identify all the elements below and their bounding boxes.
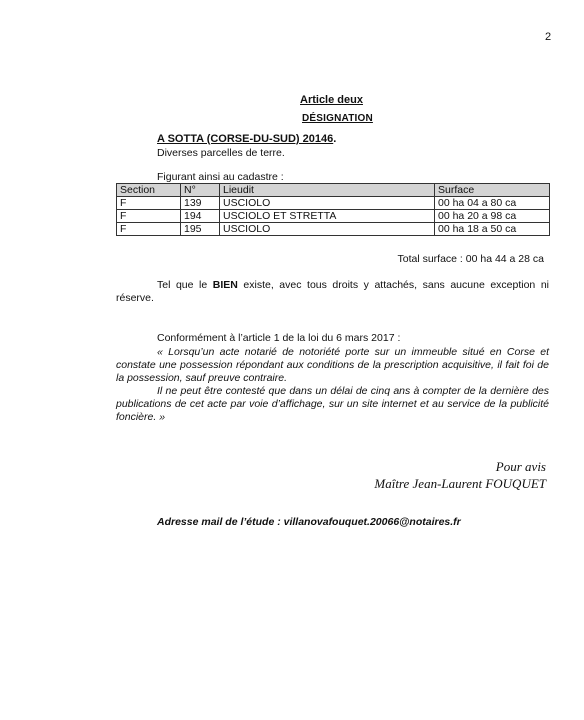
cell-surface: 00 ha 18 a 50 ca — [435, 223, 550, 236]
cadastre-intro: Figurant ainsi au cadastre : — [157, 171, 284, 183]
cell-section: F — [117, 210, 181, 223]
cell-section: F — [117, 223, 181, 236]
conforme-line: Conformément à l’article 1 de la loi du 6 mars 2017 : — [157, 332, 401, 344]
table-row — [117, 223, 550, 236]
table-header-row — [117, 184, 550, 197]
quote-paragraph-2: Il ne peut être contesté que dans un délai de cinq ans à compter de la dernière des publications de cet acte par voie d’affichage, sur un site internet et au service de la publicité foncière. » — [116, 385, 549, 423]
cell-section: F — [117, 197, 181, 210]
pour-avis: Pour avis — [495, 459, 546, 474]
designation-heading: DÉSIGNATION — [302, 113, 373, 124]
header-number: N° — [181, 184, 220, 197]
parcels-description: Diverses parcelles de terre. — [157, 147, 285, 159]
bien-bold: BIEN — [212, 279, 238, 291]
article-title: Article deux — [300, 94, 363, 106]
header-section: Section — [117, 184, 181, 197]
cell-number: 194 — [181, 210, 220, 223]
cadastre-table — [116, 183, 550, 236]
page-number: 2 — [545, 31, 552, 43]
location-line — [157, 133, 336, 145]
tel-que-paragraph — [116, 279, 549, 305]
quote-paragraph-1: « Lorsqu’un acte notarié de notoriété porte sur un immeuble situé en Corse et constate une possession répondant aux conditions de la prescription acquisitive, il fait foi de la possession, sauf preuve contraire. — [116, 346, 549, 384]
cell-lieudit: USCIOLO — [220, 197, 435, 210]
header-lieudit: Lieudit — [220, 184, 435, 197]
cell-lieudit: USCIOLO — [220, 223, 435, 236]
office-email: Adresse mail de l’étude : villanovafouquet.20066@notaires.fr — [157, 516, 461, 528]
table-row — [117, 197, 550, 210]
legal-quote — [116, 346, 549, 424]
total-surface: Total surface : 00 ha 44 a 28 ca — [397, 253, 544, 265]
signatory-name: Maître Jean-Laurent FOUQUET — [374, 476, 546, 491]
tel-que-before: Tel que le — [157, 279, 213, 291]
header-surface: Surface — [435, 184, 550, 197]
cell-surface: 00 ha 20 a 98 ca — [435, 210, 550, 223]
location-suffix: . — [333, 133, 337, 145]
location-text: A SOTTA (CORSE-DU-SUD) 20146 — [157, 133, 334, 145]
cell-surface: 00 ha 04 a 80 ca — [435, 197, 550, 210]
cell-number: 139 — [181, 197, 220, 210]
tel-que-after: existe, avec tous droits y attachés, sans aucune exception ni réserve. — [116, 279, 549, 304]
cell-number: 195 — [181, 223, 220, 236]
table-row — [117, 210, 550, 223]
cell-lieudit: USCIOLO ET STRETTA — [220, 210, 435, 223]
